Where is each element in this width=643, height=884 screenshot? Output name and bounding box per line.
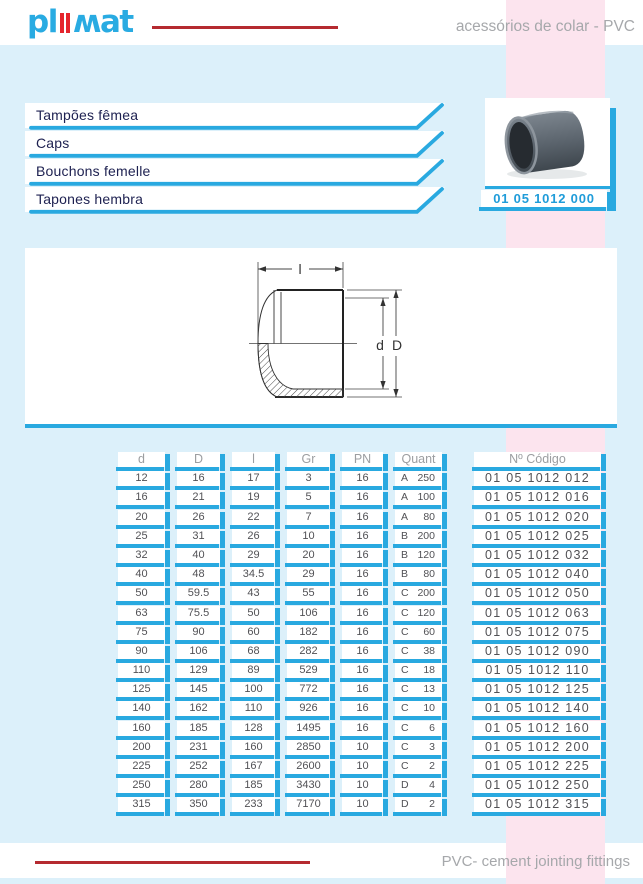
logo-red-bars-icon <box>60 13 70 33</box>
cell-gr: 106 <box>287 606 330 621</box>
cell-pn: 16 <box>342 586 383 601</box>
cell-quant <box>395 759 442 774</box>
cell-gr: 282 <box>287 644 330 659</box>
banner-fr <box>25 159 445 186</box>
cell-quant <box>395 721 442 736</box>
cell-D: 145 <box>177 682 220 697</box>
column-spacer <box>454 586 462 605</box>
quant-qty: 200 <box>417 529 435 542</box>
cell-gr: 529 <box>287 663 330 678</box>
logo-text-left: pl <box>27 4 57 40</box>
cell-pn: 10 <box>342 740 383 755</box>
quant-letter: A <box>401 472 409 485</box>
cell-d: 90 <box>118 644 165 659</box>
cell-pn: 10 <box>342 797 383 812</box>
column-spacer <box>454 625 462 644</box>
quant-qty: 2 <box>429 798 435 811</box>
plimat-logo <box>27 6 133 38</box>
cell-d: 40 <box>118 567 165 582</box>
cell-D: 48 <box>177 567 220 582</box>
cell-D: 106 <box>177 644 220 659</box>
footer-red-rule <box>35 861 310 864</box>
cell-l: 22 <box>232 510 275 525</box>
cell-l: 19 <box>232 490 275 505</box>
logo-text-right: ʍat <box>72 4 133 40</box>
cell-codigo: 01 05 1012 016 <box>474 490 601 505</box>
quant-letter: B <box>401 568 409 581</box>
cell-l: 68 <box>232 644 275 659</box>
column-spacer <box>454 567 462 586</box>
cell-d: 75 <box>118 625 165 640</box>
cell-codigo: 01 05 1012 250 <box>474 778 601 793</box>
cap-section-diagram <box>25 248 617 424</box>
column-header: d <box>118 452 165 467</box>
quant-qty: 10 <box>423 702 435 715</box>
column-header: D <box>177 452 220 467</box>
quant-letter: C <box>401 587 409 600</box>
cell-l: 89 <box>232 663 275 678</box>
cell-gr: 7 <box>287 510 330 525</box>
quant-qty: 3 <box>429 740 435 753</box>
cell-D: 252 <box>177 759 220 774</box>
cell-d: 110 <box>118 663 165 678</box>
cell-d: 20 <box>118 510 165 525</box>
column-spacer <box>454 701 462 720</box>
column-spacer <box>454 740 462 759</box>
column-spacer <box>454 663 462 682</box>
cell-d: 140 <box>118 701 165 716</box>
cell-D: 16 <box>177 471 220 486</box>
cell-l: 100 <box>232 682 275 697</box>
cell-pn: 16 <box>342 701 383 716</box>
column-spacer <box>454 778 462 797</box>
cell-D: 26 <box>177 510 220 525</box>
cell-codigo: 01 05 1012 020 <box>474 510 601 525</box>
column-spacer <box>454 490 462 509</box>
cell-codigo: 01 05 1012 075 <box>474 625 601 640</box>
cell-gr: 7170 <box>287 797 330 812</box>
spec-table <box>118 452 601 817</box>
dim-label-outer: D <box>391 337 403 353</box>
cell-d: 50 <box>118 586 165 601</box>
cell-d: 32 <box>118 548 165 563</box>
pvc-cap-image <box>485 98 610 183</box>
column-spacer <box>454 529 462 548</box>
cell-l: 50 <box>232 606 275 621</box>
cell-codigo: 01 05 1012 090 <box>474 644 601 659</box>
cell-pn: 16 <box>342 663 383 678</box>
cell-codigo: 01 05 1012 200 <box>474 740 601 755</box>
cell-gr: 1495 <box>287 721 330 736</box>
cell-gr: 10 <box>287 529 330 544</box>
cell-d: 200 <box>118 740 165 755</box>
cell-codigo: 01 05 1012 032 <box>474 548 601 563</box>
dim-label-inner: d <box>376 337 384 353</box>
product-code: 01 05 1012 000 <box>493 191 595 206</box>
cell-quant <box>395 471 442 486</box>
cell-l: 60 <box>232 625 275 640</box>
cell-d: 315 <box>118 797 165 812</box>
quant-qty: 38 <box>423 644 435 657</box>
quant-letter: C <box>401 740 409 753</box>
cell-pn: 16 <box>342 606 383 621</box>
cell-D: 231 <box>177 740 220 755</box>
quant-qty: 6 <box>429 721 435 734</box>
column-spacer <box>454 510 462 529</box>
quant-qty: 200 <box>417 587 435 600</box>
quant-qty: 4 <box>429 779 435 792</box>
cell-D: 40 <box>177 548 220 563</box>
cell-codigo: 01 05 1012 063 <box>474 606 601 621</box>
banner-label-es: Tapones hembra <box>36 191 144 207</box>
cell-l: 43 <box>232 586 275 601</box>
cell-codigo: 01 05 1012 050 <box>474 586 601 601</box>
quant-qty: 120 <box>417 606 435 619</box>
column-spacer <box>454 606 462 625</box>
quant-letter: C <box>401 625 409 638</box>
cell-pn: 16 <box>342 625 383 640</box>
quant-qty: 60 <box>423 625 435 638</box>
column-header: Quant <box>395 452 442 467</box>
cell-d: 225 <box>118 759 165 774</box>
cell-d: 25 <box>118 529 165 544</box>
column-spacer <box>454 682 462 701</box>
cell-pn: 16 <box>342 490 383 505</box>
cell-quant <box>395 644 442 659</box>
cell-l: 29 <box>232 548 275 563</box>
column-spacer <box>454 644 462 663</box>
cell-l: 110 <box>232 701 275 716</box>
cell-gr: 3430 <box>287 778 330 793</box>
cell-quant <box>395 625 442 640</box>
cell-pn: 16 <box>342 682 383 697</box>
quant-qty: 2 <box>429 760 435 772</box>
cell-pn: 10 <box>342 759 383 774</box>
cell-codigo: 01 05 1012 315 <box>474 797 601 812</box>
cell-codigo: 01 05 1012 140 <box>474 701 601 716</box>
column-spacer <box>454 548 462 567</box>
cell-pn: 16 <box>342 529 383 544</box>
quant-qty: 80 <box>423 510 435 523</box>
column-header: l <box>232 452 275 467</box>
cell-codigo: 01 05 1012 225 <box>474 759 601 774</box>
quant-letter: C <box>401 683 409 696</box>
cell-codigo: 01 05 1012 025 <box>474 529 601 544</box>
page-category-title: acessórios de colar - PVC <box>455 18 635 35</box>
column-spacer <box>454 452 462 471</box>
cell-pn: 16 <box>342 510 383 525</box>
cell-l: 26 <box>232 529 275 544</box>
cell-l: 233 <box>232 797 275 812</box>
header-red-rule <box>152 26 338 29</box>
cell-D: 185 <box>177 721 220 736</box>
quant-letter: A <box>401 510 409 523</box>
quant-letter: D <box>401 779 409 792</box>
cell-gr: 2850 <box>287 740 330 755</box>
quant-qty: 100 <box>417 491 435 504</box>
cell-D: 350 <box>177 797 220 812</box>
cell-l: 185 <box>232 778 275 793</box>
cell-d: 16 <box>118 490 165 505</box>
column-header-codigo: Nº Código <box>474 452 601 467</box>
column-spacer <box>454 721 462 740</box>
banner-label-pt: Tampões fêmea <box>36 107 139 123</box>
banner-label-fr: Bouchons femelle <box>36 163 151 179</box>
cell-quant <box>395 586 442 601</box>
cell-quant <box>395 529 442 544</box>
cell-D: 21 <box>177 490 220 505</box>
cell-l: 160 <box>232 740 275 755</box>
cell-codigo: 01 05 1012 012 <box>474 471 601 486</box>
cell-D: 162 <box>177 701 220 716</box>
cell-pn: 16 <box>342 471 383 486</box>
column-header: PN <box>342 452 383 467</box>
banner-shape <box>25 131 445 158</box>
cell-quant <box>395 682 442 697</box>
cell-quant <box>395 797 442 812</box>
banner-en <box>25 131 445 158</box>
cell-d: 160 <box>118 721 165 736</box>
quant-letter: C <box>401 606 409 619</box>
cell-quant <box>395 663 442 678</box>
cell-gr: 55 <box>287 586 330 601</box>
quant-qty: 250 <box>417 472 435 485</box>
cell-pn: 16 <box>342 644 383 659</box>
cell-codigo: 01 05 1012 160 <box>474 721 601 736</box>
quant-letter: B <box>401 548 409 561</box>
quant-qty: 18 <box>423 664 435 677</box>
dim-label-length: l <box>298 261 302 277</box>
column-header: Gr <box>287 452 330 467</box>
banner-pt <box>25 103 445 130</box>
cell-D: 280 <box>177 778 220 793</box>
cell-gr: 29 <box>287 567 330 582</box>
cell-quant <box>395 606 442 621</box>
cell-gr: 182 <box>287 625 330 640</box>
cell-quant <box>395 778 442 793</box>
cell-quant <box>395 548 442 563</box>
quant-letter: B <box>401 529 409 542</box>
cell-codigo: 01 05 1012 110 <box>474 663 601 678</box>
banner-es <box>25 187 445 214</box>
cell-pn: 16 <box>342 567 383 582</box>
cell-pn: 16 <box>342 721 383 736</box>
quant-qty: 120 <box>417 548 435 561</box>
cell-d: 125 <box>118 682 165 697</box>
quant-letter: D <box>401 798 409 811</box>
cell-gr: 772 <box>287 682 330 697</box>
product-photo-box <box>485 98 610 189</box>
cell-d: 12 <box>118 471 165 486</box>
product-code-cell <box>481 190 607 207</box>
column-spacer <box>454 759 462 778</box>
quant-letter: A <box>401 491 409 504</box>
column-spacer <box>454 797 462 816</box>
cell-D: 59.5 <box>177 586 220 601</box>
cell-pn: 16 <box>342 548 383 563</box>
cell-D: 31 <box>177 529 220 544</box>
cell-D: 90 <box>177 625 220 640</box>
cell-D: 75.5 <box>177 606 220 621</box>
cell-codigo: 01 05 1012 125 <box>474 682 601 697</box>
quant-letter: C <box>401 664 409 677</box>
column-spacer <box>454 471 462 490</box>
cell-D: 129 <box>177 663 220 678</box>
cell-l: 17 <box>232 471 275 486</box>
cell-gr: 5 <box>287 490 330 505</box>
cell-gr: 926 <box>287 701 330 716</box>
technical-drawing-box <box>25 248 617 428</box>
cell-gr: 2600 <box>287 759 330 774</box>
cell-gr: 3 <box>287 471 330 486</box>
cell-l: 128 <box>232 721 275 736</box>
cell-gr: 20 <box>287 548 330 563</box>
cell-quant <box>395 567 442 582</box>
cell-codigo: 01 05 1012 040 <box>474 567 601 582</box>
cell-l: 34.5 <box>232 567 275 582</box>
cell-d: 250 <box>118 778 165 793</box>
cell-quant <box>395 510 442 525</box>
cell-l: 167 <box>232 759 275 774</box>
banner-label-en: Caps <box>36 135 70 151</box>
cell-pn: 10 <box>342 778 383 793</box>
cell-d: 63 <box>118 606 165 621</box>
quant-qty: 80 <box>423 568 435 581</box>
quant-letter: C <box>401 760 409 772</box>
cell-quant <box>395 490 442 505</box>
quant-qty: 13 <box>423 683 435 696</box>
quant-letter: C <box>401 702 409 715</box>
quant-letter: C <box>401 721 409 734</box>
quant-letter: C <box>401 644 409 657</box>
cell-quant <box>395 740 442 755</box>
footer-title: PVC- cement jointing fittings <box>441 853 630 870</box>
cell-quant <box>395 701 442 716</box>
